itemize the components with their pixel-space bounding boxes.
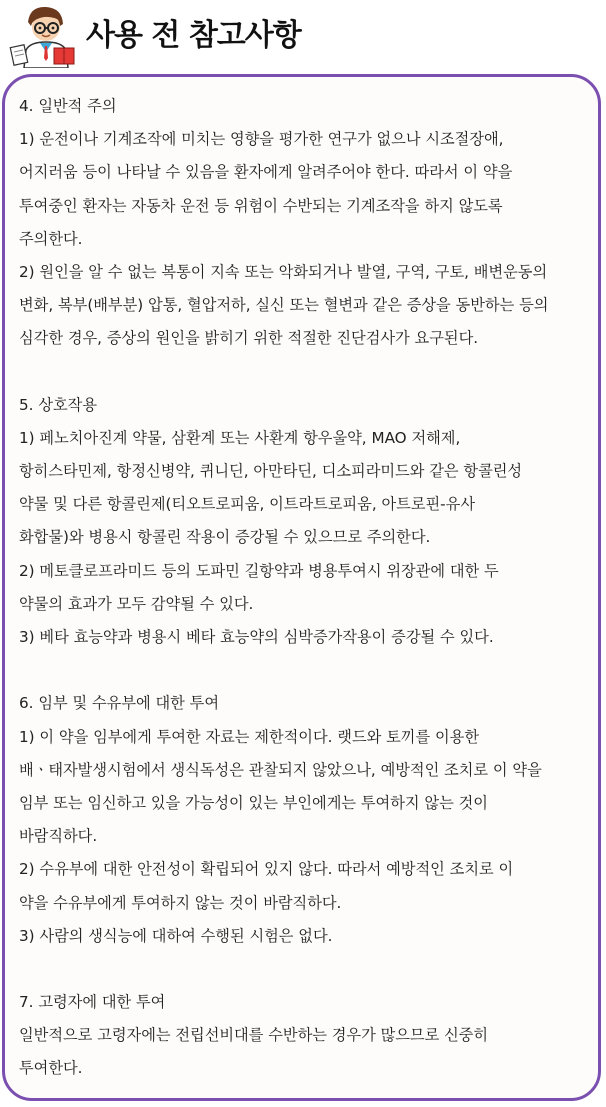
section-heading: 5. 상호작용: [19, 395, 98, 414]
text-line: 2) 원인을 알 수 없는 복통이 지속 또는 악화되거나 발열, 구역, 구토, 배변운동의: [19, 262, 548, 281]
text-line: 약물의 효과가 모두 감약될 수 있다.: [19, 594, 254, 613]
section-heading: 6. 임부 및 수유부에 대한 투여: [19, 694, 220, 713]
text-line: 1) 페노치아진계 약물, 삼환계 또는 사환계 항우울약, MAO 저해제,: [19, 428, 461, 447]
text-line: 일반적으로 고령자에는 전립선비대를 수반하는 경우가 많으므로 신중히: [19, 1026, 489, 1045]
section-spacer: [19, 356, 591, 389]
text-line: 투여한다.: [19, 1059, 83, 1078]
text-line: 2) 메토클로프라미드 등의 도파민 길항약과 병용투여시 위장관에 대한 두: [19, 561, 499, 580]
text-line: 배ㆍ태자발생시험에서 생식독성은 관찰되지 않았으나, 예방적인 조치로 이 약을: [19, 760, 542, 779]
text-line: 약을 수유부에게 투여하지 않는 것이 바람직하다.: [19, 893, 342, 912]
text-line: 주의한다.: [19, 229, 83, 248]
text-line: 항히스타민제, 항정신병약, 퀴니딘, 아만타딘, 디소피라미드와 같은 항콜린성: [19, 462, 523, 481]
section-elderly: [19, 986, 591, 1086]
pharmacist-reading-icon: [8, 2, 78, 68]
text-line: 변화, 복부(배부분) 압통, 혈압저하, 실신 또는 혈변과 같은 증상을 동반하는 등의: [19, 296, 549, 315]
text-line: 심각한 경우, 증상의 원인을 밝히기 위한 적절한 진단검사가 요구된다.: [19, 329, 479, 348]
section-general-precautions: [19, 90, 591, 356]
text-line: 3) 베타 효능약과 병용시 베타 효능약의 심박증가작용이 증강될 수 있다.: [19, 628, 494, 646]
section-pregnancy-lactation: [19, 687, 591, 953]
text-line: 1) 이 약을 임부에게 투여한 자료는 제한적이다. 랫드와 토끼를 이용한: [19, 727, 479, 746]
text-line: 2) 수유부에 대한 안전성이 확립되어 있지 않다. 따라서 예방적인 조치로 이: [19, 860, 514, 879]
page-title: 사용 전 참고사항: [86, 18, 301, 53]
section-spacer: [19, 953, 591, 986]
text-line: 어지러움 등이 나타날 수 있음을 환자에게 알려주어야 한다. 따라서 이 약을: [19, 163, 513, 182]
section-heading: 7. 고령자에 대한 투여: [19, 993, 166, 1012]
text-line: 화합물)와 병용시 항콜린 작용이 증강될 수 있으므로 주의한다.: [19, 528, 431, 547]
text-line: 3) 사람의 생식능에 대하여 수행된 시험은 없다.: [19, 926, 333, 945]
text-line: 약물 및 다른 항콜린제(티오트로피움, 이트라트로피움, 아트로핀-유사: [19, 495, 475, 514]
text-line: 1) 운전이나 기계조작에 미치는 영향을 평가한 연구가 없으나 시조절장애,: [19, 130, 504, 149]
page-header: [0, 0, 606, 74]
section-interactions: [19, 389, 591, 655]
text-line: 바람직하다.: [19, 827, 98, 846]
section-spacer: [19, 654, 591, 687]
notice-content: [19, 90, 591, 1086]
text-line: 투여중인 환자는 자동차 운전 등 위험이 수반되는 기계조작을 하지 않도록: [19, 196, 503, 215]
text-line: 임부 또는 임신하고 있을 가능성이 있는 부인에게는 투여하지 않는 것이: [19, 793, 488, 812]
section-heading: 4. 일반적 주의: [19, 97, 117, 115]
